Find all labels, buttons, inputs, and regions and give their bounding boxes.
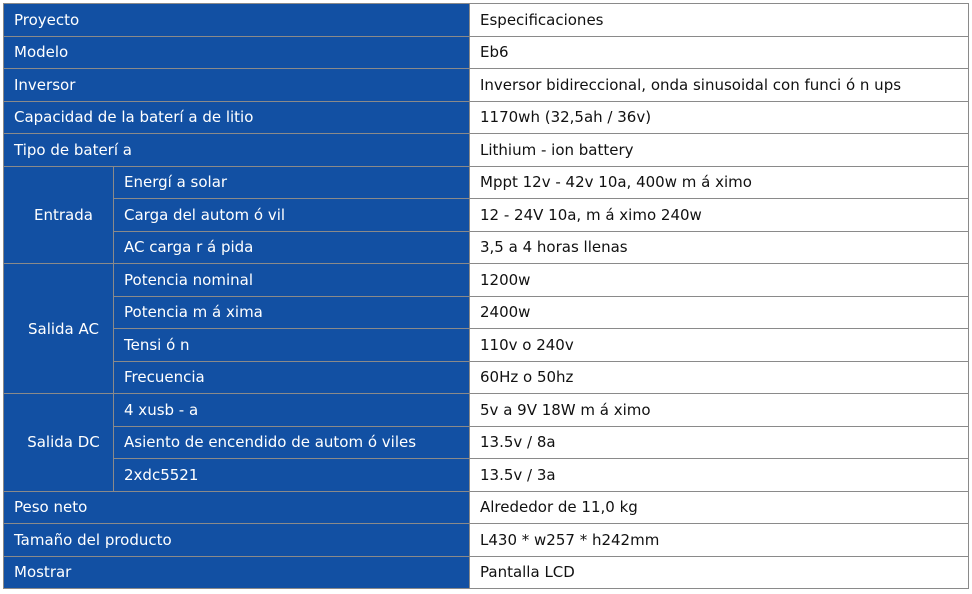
- row-label-tamano: Tamaño del producto: [4, 524, 470, 557]
- row-label-modelo: Modelo: [4, 36, 470, 69]
- sub-label-carga-automovil: Carga del autom ó vil: [114, 199, 470, 232]
- sub-value-energia-solar: Mppt 12v - 42v 10a, 400w m á ximo: [470, 166, 969, 199]
- group-label-entrada: Entrada: [4, 166, 114, 264]
- sub-value-ac-carga: 3,5 a 4 horas llenas: [470, 231, 969, 264]
- table-row: [4, 394, 969, 427]
- row-value-tamano: L430 * w257 * h242mm: [470, 524, 969, 557]
- row-label-capacidad: Capacidad de la baterí a de litio: [4, 101, 470, 134]
- sub-value-potencia-maxima: 2400w: [470, 296, 969, 329]
- spec-table: [3, 3, 969, 589]
- table-row: [4, 101, 969, 134]
- row-value-capacidad: 1170wh (32,5ah / 36v): [470, 101, 969, 134]
- row-value-tipo-bateria: Lithium - ion battery: [470, 134, 969, 167]
- sub-label-energia-solar: Energí a solar: [114, 166, 470, 199]
- table-row: [4, 556, 969, 589]
- group-label-salida-dc: Salida DC: [4, 394, 114, 492]
- sub-value-encendedor: 13.5v / 8a: [470, 426, 969, 459]
- table-row: [4, 361, 969, 394]
- table-row: [4, 459, 969, 492]
- sub-label-potencia-maxima: Potencia m á xima: [114, 296, 470, 329]
- sub-label-frecuencia: Frecuencia: [114, 361, 470, 394]
- table-row-header: [4, 4, 969, 37]
- group-label-salida-ac: Salida AC: [4, 264, 114, 394]
- sub-label-potencia-nominal: Potencia nominal: [114, 264, 470, 297]
- header-project-cell: Proyecto: [4, 4, 470, 37]
- table-row: [4, 296, 969, 329]
- sub-value-usb: 5v a 9V 18W m á ximo: [470, 394, 969, 427]
- sub-label-tension: Tensi ó n: [114, 329, 470, 362]
- row-label-peso: Peso neto: [4, 491, 470, 524]
- sub-label-dc5521: 2xdc5521: [114, 459, 470, 492]
- sub-value-frecuencia: 60Hz o 50hz: [470, 361, 969, 394]
- sub-label-encendedor: Asiento de encendido de autom ó viles: [114, 426, 470, 459]
- sub-value-potencia-nominal: 1200w: [470, 264, 969, 297]
- sub-label-usb: 4 xusb - a: [114, 394, 470, 427]
- sub-value-tension: 110v o 240v: [470, 329, 969, 362]
- row-label-inversor: Inversor: [4, 69, 470, 102]
- table-row: [4, 36, 969, 69]
- table-row: [4, 166, 969, 199]
- table-row: [4, 329, 969, 362]
- row-value-mostrar: Pantalla LCD: [470, 556, 969, 589]
- row-value-inversor: Inversor bidireccional, onda sinusoidal con funci ó n ups: [470, 69, 969, 102]
- header-specs-cell: Especificaciones: [470, 4, 969, 37]
- table-row: [4, 69, 969, 102]
- row-label-mostrar: Mostrar: [4, 556, 470, 589]
- table-row: [4, 134, 969, 167]
- row-value-peso: Alrededor de 11,0 kg: [470, 491, 969, 524]
- row-label-tipo-bateria: Tipo de baterí a: [4, 134, 470, 167]
- table-row: [4, 491, 969, 524]
- table-row: [4, 264, 969, 297]
- sub-value-carga-automovil: 12 - 24V 10a, m á ximo 240w: [470, 199, 969, 232]
- row-value-modelo: Eb6: [470, 36, 969, 69]
- sub-value-dc5521: 13.5v / 3a: [470, 459, 969, 492]
- table-row: [4, 524, 969, 557]
- table-row: [4, 231, 969, 264]
- table-row: [4, 426, 969, 459]
- sub-label-ac-carga: AC carga r á pida: [114, 231, 470, 264]
- table-row: [4, 199, 969, 232]
